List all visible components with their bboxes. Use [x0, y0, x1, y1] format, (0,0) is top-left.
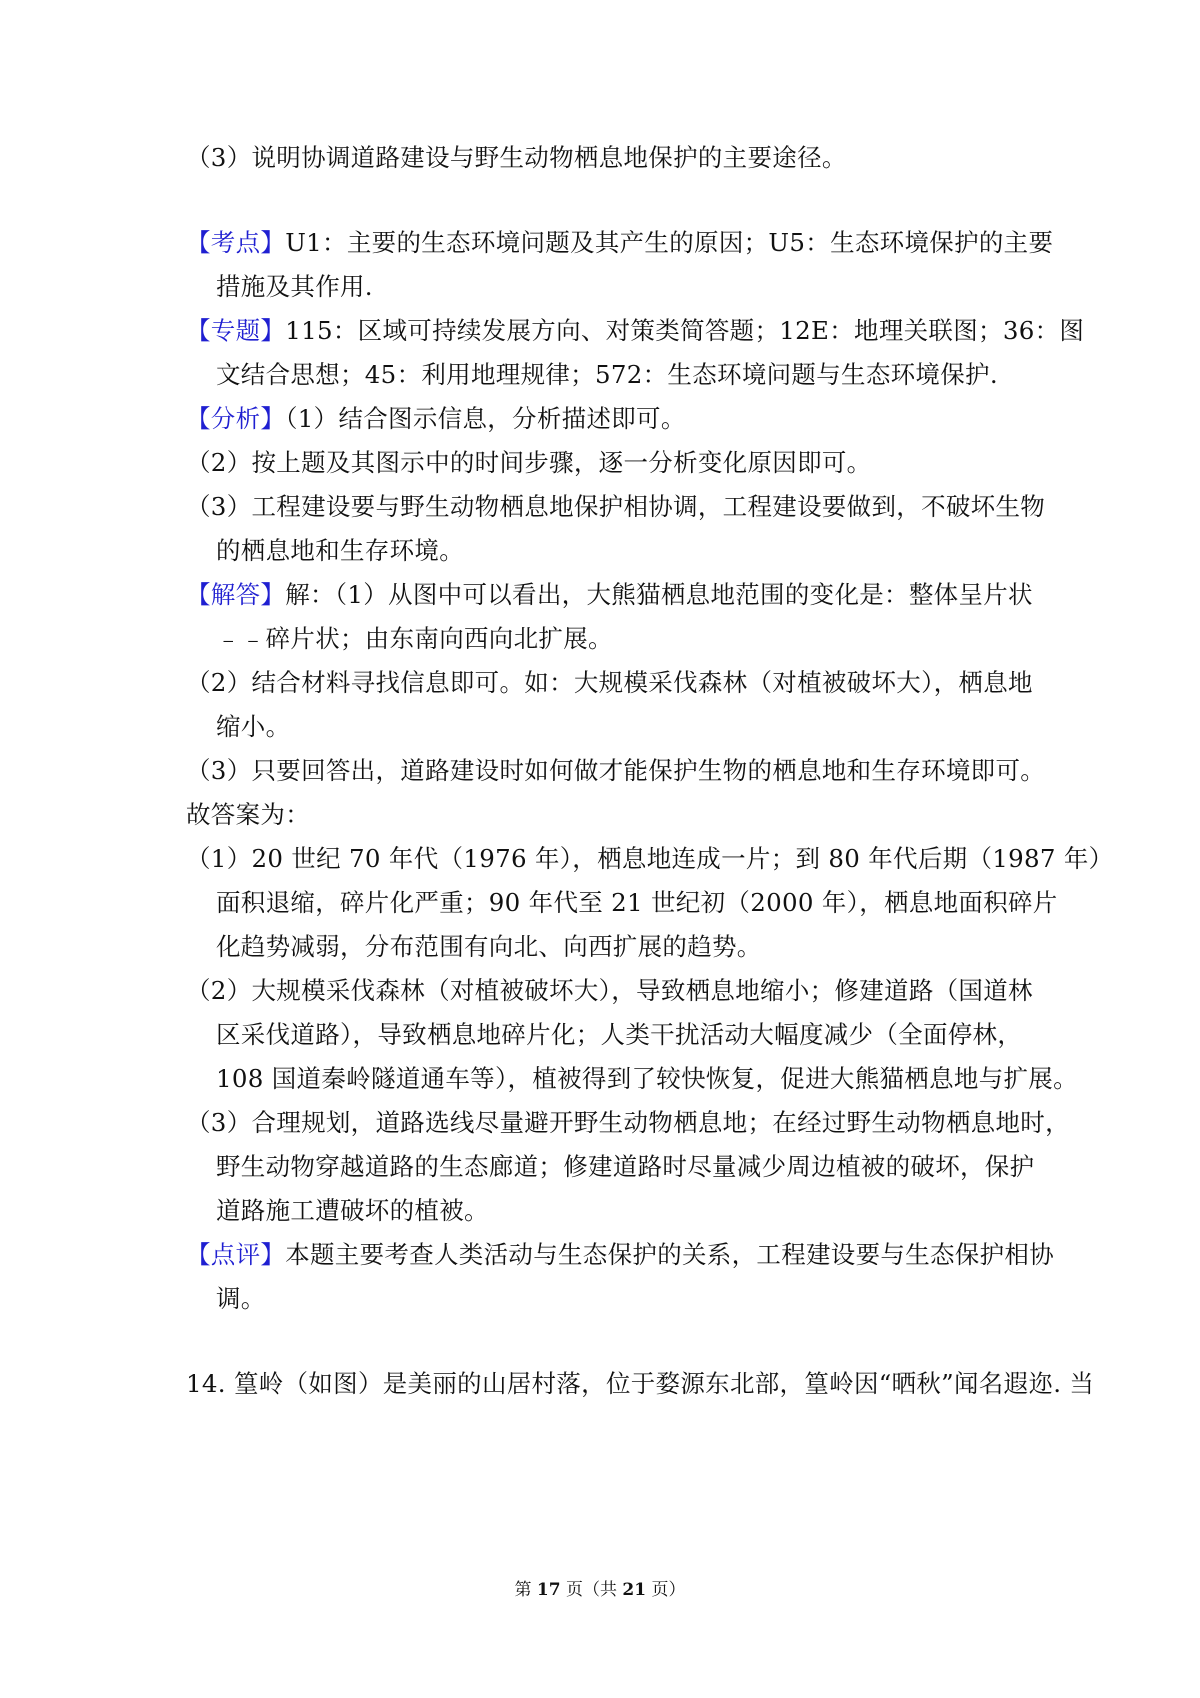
answer-1-line-2: 面积退缩，碎片化严重；90 年代至 21 世纪初（2000 年），栖息地面积碎片 — [216, 888, 1058, 917]
answer-3-line-2: 野生动物穿越道路的生态廊道；修建道路时尽量减少周边植被的破坏，保护 — [216, 1152, 1035, 1181]
fenxi-line-2: （2）按上题及其图示中的时间步骤，逐一分析变化原因即可。 — [186, 448, 872, 477]
kaodian-text-1: U1：主要的生态环境问题及其产生的原因；U5：生态环境保护的主要 — [285, 228, 1054, 257]
jieda-line-4: 缩小。 — [216, 712, 291, 741]
jieda-line-3: （2）结合材料寻找信息即可。如：大规模采伐森林（对植被破坏大），栖息地 — [186, 668, 1033, 697]
jieda-tag: 【解答】 — [186, 580, 286, 609]
footer-prefix: 第 — [514, 1580, 537, 1600]
fenxi-line-1 — [186, 401, 686, 437]
answer-3-line-1: （3）合理规划，道路选线尽量避开野生动物栖息地；在经过野生动物栖息地时， — [186, 1108, 1070, 1137]
jieda-line-1 — [186, 577, 1033, 613]
question-14: 14. 篁岭（如图）是美丽的山居村落，位于婺源东北部，篁岭因“晒秋”闻名遐迩. 当 — [186, 1369, 1095, 1398]
answer-1-line-3: 化趋势减弱，分布范围有向北、向西扩展的趋势。 — [216, 932, 762, 961]
answer-heading: 故答案为： — [186, 800, 310, 829]
dianping-line-1 — [186, 1237, 1054, 1273]
answer-2-line-1: （2）大规模采伐森林（对植被破坏大），导致栖息地缩小；修建道路（国道林 — [186, 976, 1033, 1005]
fenxi-line-4: 的栖息地和生存环境。 — [216, 536, 464, 565]
question-3-prompt: （3）说明协调道路建设与野生动物栖息地保护的主要途径。 — [186, 143, 847, 172]
kaodian-line-2: 措施及其作用. — [216, 272, 373, 301]
answer-3-line-3: 道路施工遭破坏的植被。 — [216, 1196, 489, 1225]
current-page-number: 17 — [536, 1580, 561, 1600]
kaodian-tag: 【考点】 — [186, 228, 286, 257]
total-pages-number: 21 — [622, 1580, 647, 1600]
answer-2-line-3: 108 国道秦岭隧道通车等），植被得到了较快恢复，促进大熊猫栖息地与扩展。 — [216, 1064, 1078, 1093]
kaodian-line-1 — [186, 225, 1053, 261]
fenxi-text-1: （1）结合图示信息，分析描述即可。 — [285, 404, 686, 433]
fenxi-line-3: （3）工程建设要与野生动物栖息地保护相协调，工程建设要做到，不破坏生物 — [186, 492, 1046, 521]
answer-2-line-2: 区采伐道路），导致栖息地碎片化；人类干扰活动大幅度减少（全面停林， — [216, 1020, 1023, 1049]
answer-1-line-1: （1）20 世纪 70 年代（1976 年），栖息地连成一片；到 80 年代后期（1987 年） — [186, 844, 1114, 873]
jieda-text-1: 解：（1）从图中可以看出，大熊猫栖息地范围的变化是：整体呈片状 — [285, 580, 1033, 609]
jieda-line-5: （3）只要回答出，道路建设时如何做才能保护生物的栖息地和生存环境即可。 — [186, 756, 1046, 785]
dianping-line-2: 调。 — [216, 1284, 266, 1313]
footer-middle: 页（共 — [560, 1580, 623, 1600]
zhuanti-line-1 — [186, 313, 1084, 349]
dianping-text-1: 本题主要考查人类活动与生态保护的关系，工程建设要与生态保护相协 — [285, 1240, 1054, 1269]
jieda-line-2: ﹣﹣碎片状；由东南向西向北扩展。 — [216, 624, 613, 653]
zhuanti-tag: 【专题】 — [186, 316, 286, 345]
page-footer — [0, 1578, 1200, 1602]
zhuanti-text-1: 115：区域可持续发展方向、对策类简答题；12E：地理关联图；36：图 — [285, 316, 1085, 345]
dianping-tag: 【点评】 — [186, 1240, 286, 1269]
fenxi-tag: 【分析】 — [186, 404, 286, 433]
zhuanti-line-2: 文结合思想；45：利用地理规律；572：生态环境问题与生态环境保护. — [216, 360, 998, 389]
footer-suffix: 页） — [646, 1580, 686, 1600]
